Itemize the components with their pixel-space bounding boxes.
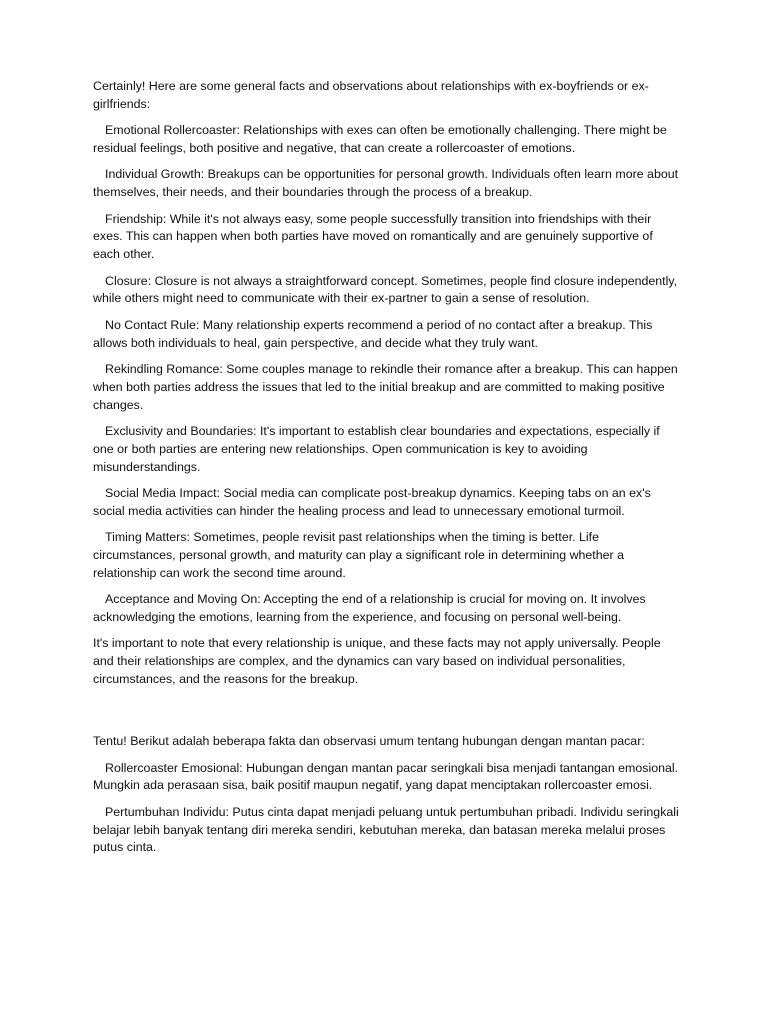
document-page — [93, 78, 681, 866]
english-item-timing-matters: Timing Matters: Sometimes, people revisit past relationships when the timing is better. Life circumstances, personal growth, and maturity can play a significant role in determining whether a relationship can work the second time around. — [93, 530, 624, 580]
english-conclusion: It's important to note that every relationship is unique, and these facts may not apply universally. People and their relationships are complex, and the dynamics can vary based on individual personalities, circumstances, and the reasons for the breakup. — [93, 636, 661, 686]
english-item-no-contact-rule: No Contact Rule: Many relationship experts recommend a period of no contact after a breakup. This allows both individuals to heal, gain perspective, and decide what they truly want. — [93, 317, 653, 350]
indonesian-item-pertumbuhan-individu: Pertumbuhan Individu: Putus cinta dapat menjadi peluang untuk pertumbuhan pribadi. Individu seringkali belajar lebih banyak tentang diri mereka sendiri, kebutuhan mereka, dan batasan mereka melalui proses putus cinta. — [93, 804, 679, 855]
indonesian-item-rollercoaster-emosional: Rollercoaster Emosional: Hubungan dengan mantan pacar seringkali bisa menjadi tantangan emosional. Mungkin ada perasaan sisa, baik positif maupun negatif, yang dapat menciptakan rollercoaster emosi. — [93, 760, 679, 793]
english-item-individual-growth: Individual Growth: Breakups can be opportunities for personal growth. Individuals often learn more about themselves, their needs, and their boundaries through the process of a breakup. — [93, 167, 679, 200]
english-item-rekindling-romance: Rekindling Romance: Some couples manage to rekindle their romance after a breakup. This can happen when both parties address the issues that led to the initial breakup and are committed to making positive changes. — [93, 361, 678, 412]
english-item-closure: Closure: Closure is not always a straightforward concept. Sometimes, people find closure independently, while others might need to communicate with their ex-partner to gain a sense of resolution. — [93, 273, 678, 306]
english-item-acceptance-moving-on: Acceptance and Moving On: Accepting the end of a relationship is crucial for moving on. It involves acknowledging the emotions, learning from the experience, and focusing on personal well-being. — [93, 592, 646, 624]
english-item-emotional-rollercoaster: Emotional Rollercoaster: Relationships with exes can often be emotionally challenging. There might be residual feelings, both positive and negative, that can create a rollercoaster of emotions. — [93, 123, 667, 155]
indonesian-intro: Tentu! Berikut adalah beberapa fakta dan observasi umum tentang hubungan dengan mantan pacar: — [93, 734, 645, 749]
english-intro: Certainly! Here are some general facts and observations about relationships with ex-boyfriends or ex-girlfriends: — [93, 79, 649, 111]
english-item-exclusivity-boundaries: Exclusivity and Boundaries: It's important to establish clear boundaries and expectations, especially if one or both parties are entering new relationships. Open communication is key to avoiding misunderstandings. — [93, 423, 660, 474]
english-item-friendship: Friendship: While it's not always easy, some people successfully transition into friendships with their exes. This can happen when both parties have moved on romantically and are genuinely supportive of each other. — [93, 211, 653, 262]
section-spacer — [93, 697, 681, 733]
english-item-social-media-impact: Social Media Impact: Social media can complicate post-breakup dynamics. Keeping tabs on an ex's social media activities can hinder the healing process and lead to unnecessary emotional turmoil. — [93, 485, 651, 518]
